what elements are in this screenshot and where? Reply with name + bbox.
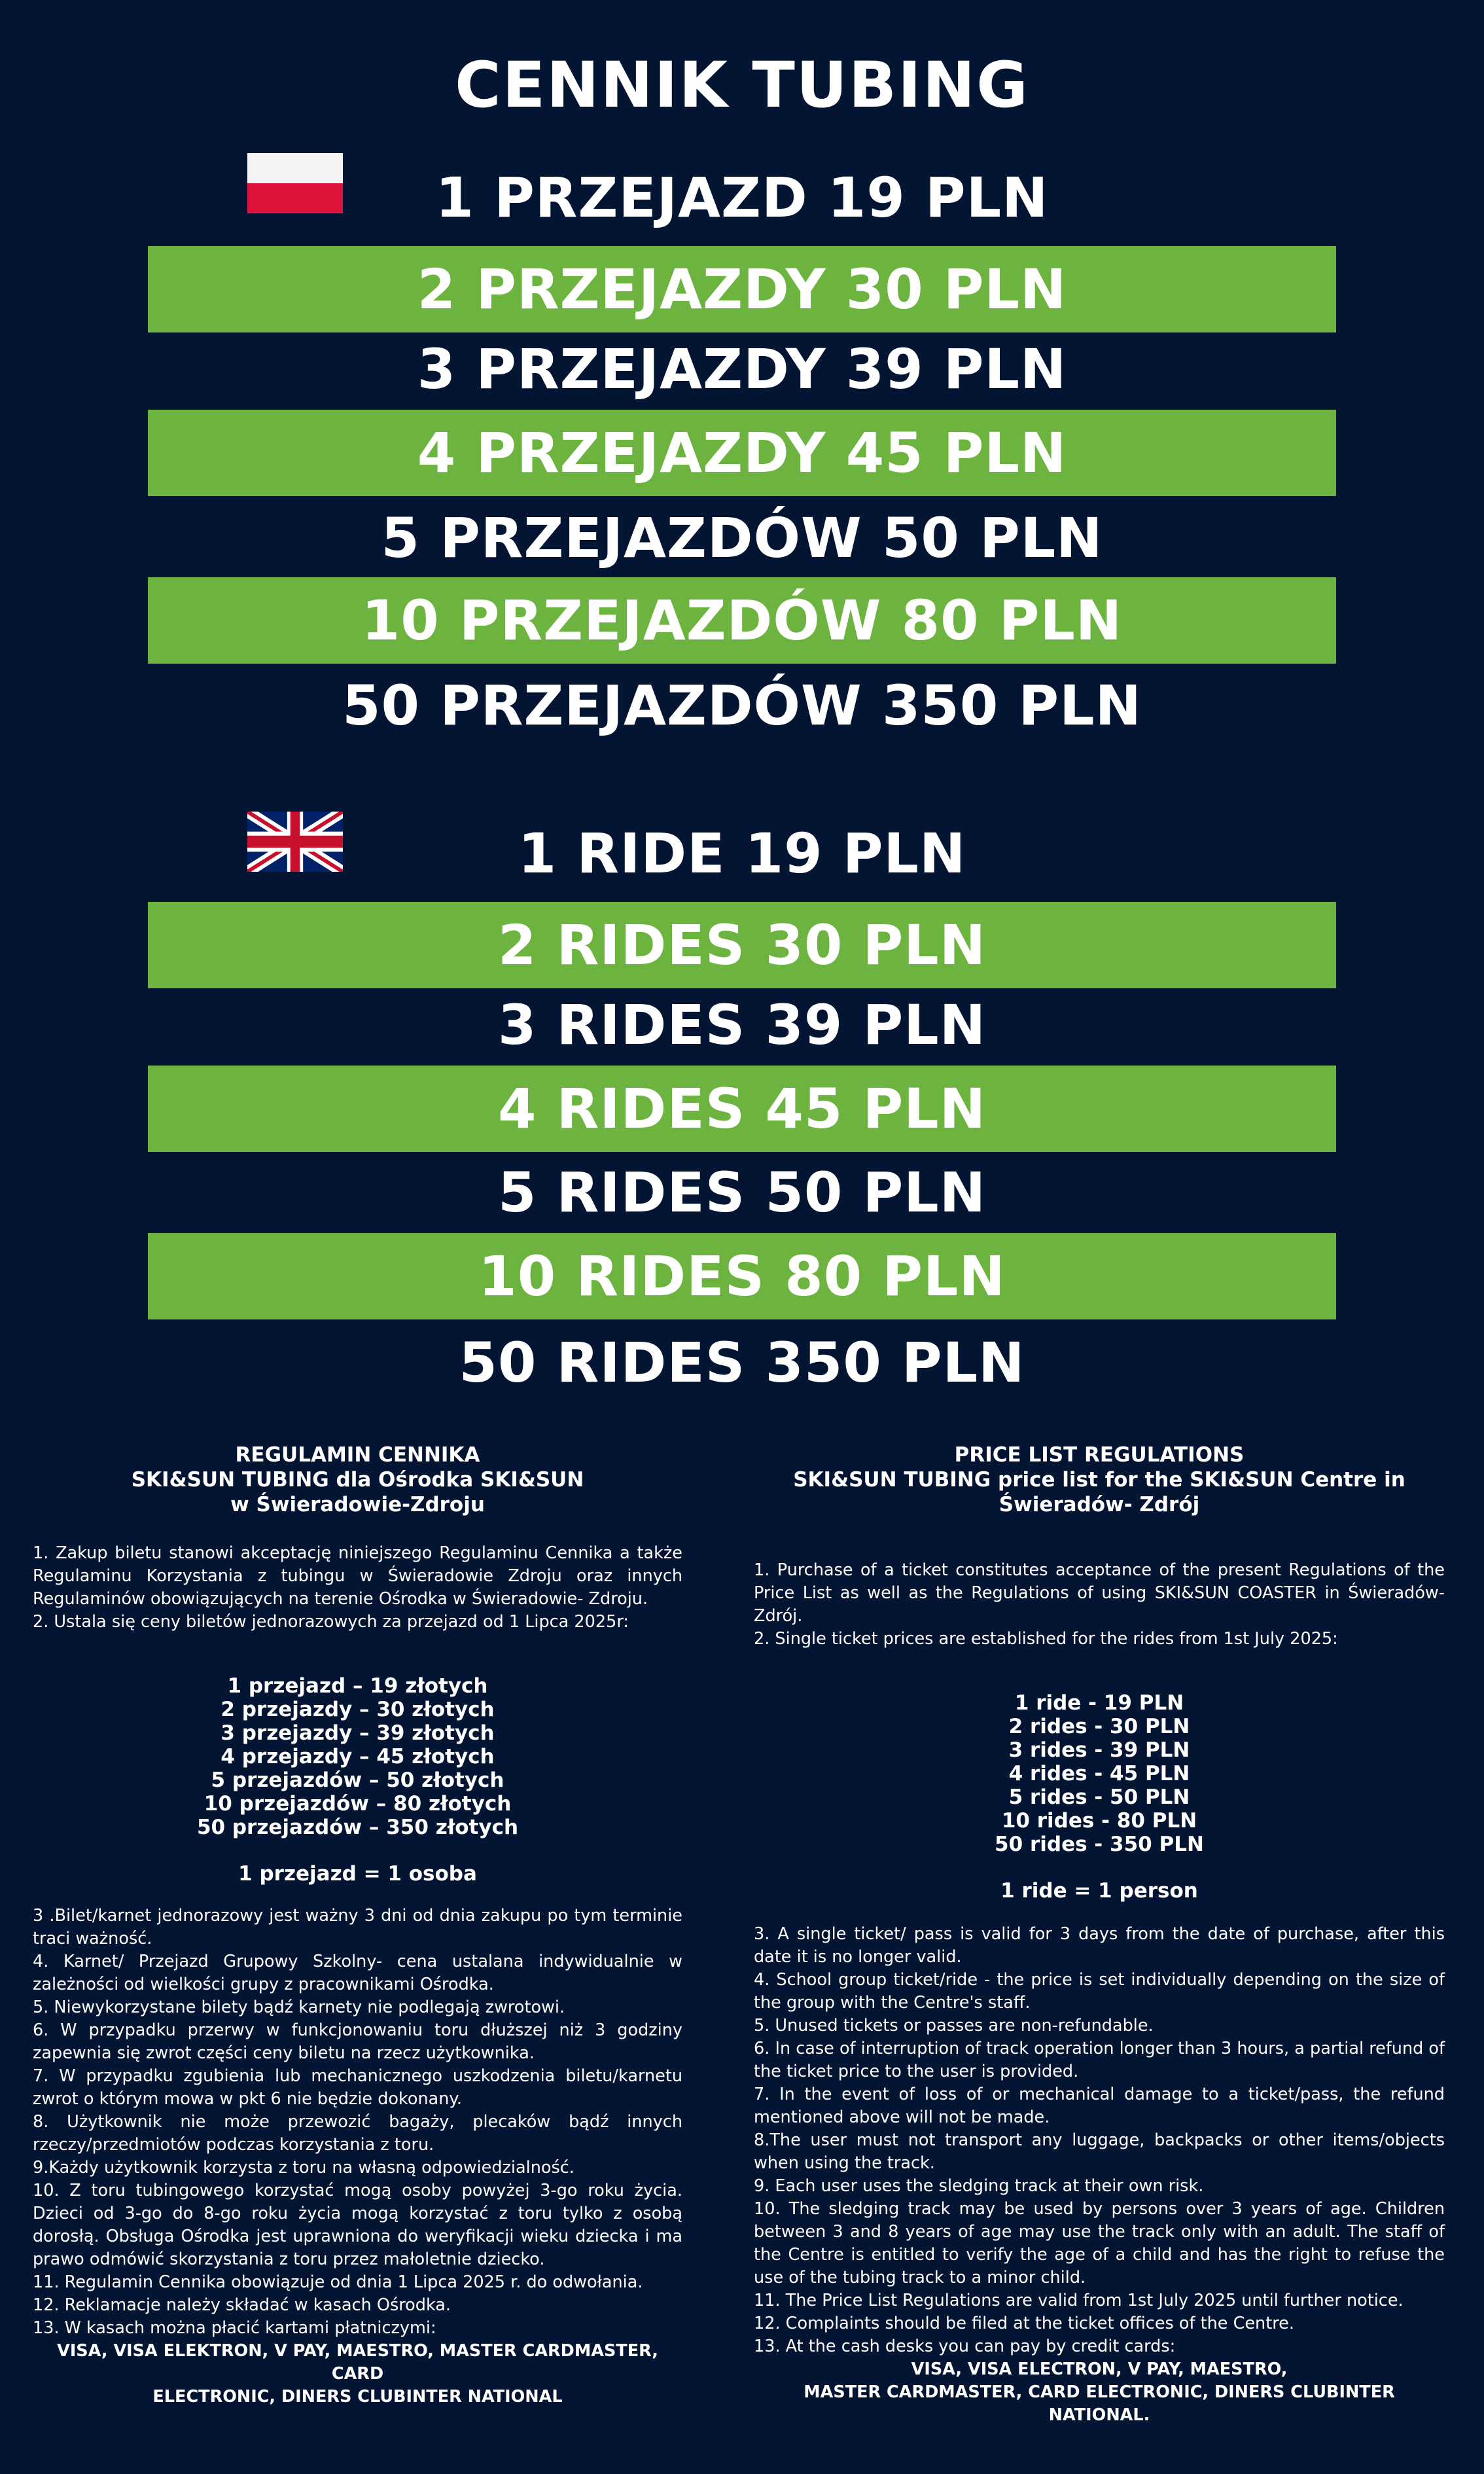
list-item: 4 rides - 45 PLN — [1008, 1762, 1190, 1785]
price-row-pl: 5 PRZEJAZDÓW 50 PLN — [381, 506, 1103, 570]
regulations-en-cards: VISA, VISA ELECTRON, V PAY, MAESTRO, MASTER CARDMASTER, CARD ELECTRONIC, DINERS CLUBINTER NATIONAL. — [804, 2359, 1395, 2425]
regulations-en-paragraph: 6. In case of interruption of track operation longer than 3 hours, a partial refund of the ticket price to the user is provided. — [754, 2039, 1445, 2081]
regulations-en-paragraph: 10. The sledging track may be used by persons over 3 years of age. Children between 3 and 8 years of age may use the track only with an adult. The staff of the Centre is entitled to verify the age of a child and has the right to refuse the use of the tubing track to a minor child. — [754, 2199, 1445, 2287]
regulations-pl-paragraph: 7. W przypadku zgubienia lub mechanicznego uszkodzenia biletu/karnetu zwrot o którym mowa w pkt 6 nie będzie dokonany. — [33, 2066, 682, 2109]
regulations-pl-heading: REGULAMIN CENNIKA SKI&SUN TUBING dla Ośrodka SKI&SUN w Świeradowie-Zdroju — [131, 1443, 584, 1516]
list-item: 1 przejazd – 19 złotych — [227, 1674, 488, 1698]
list-item: 4 przejazdy – 45 złotych — [221, 1745, 495, 1768]
regulations-en-paragraph: 1. Purchase of a ticket constitutes acceptance of the present Regulations of the Price List as well as the Regulations of using SKI&SUN COASTER in Świeradów- Zdrój. — [754, 1560, 1445, 1626]
list-item: 5 przejazdów – 50 złotych — [211, 1768, 504, 1792]
regulations-pl-paragraph: 1. Zakup biletu stanowi akceptację niniejszego Regulaminu Cennika a także Regulaminu Korzystania z tubingu w Świeradowie Zdroju oraz innych Regulaminów obowiązujących na terenie Ośrodka w Świeradowie- Zdroju. — [33, 1543, 682, 1609]
regulations-pl-paragraph: 2. Ustala się ceny biletów jednorazowych za przejazd od 1 Lipca 2025r: — [33, 1612, 629, 1632]
price-row-en: 4 RIDES 45 PLN — [148, 1066, 1336, 1152]
price-row-en: 3 RIDES 39 PLN — [497, 993, 986, 1057]
regulations-pl-paragraph: 12. Reklamacje należy składać w kasach Ośrodka. — [33, 2295, 451, 2315]
list-item: 50 przejazdów – 350 złotych — [196, 1816, 519, 1839]
price-row-pl: 2 PRZEJAZDY 30 PLN — [148, 246, 1336, 332]
regulations-pl-paragraph: 8. Użytkownik nie może przewozić bagaży, plecaków bądź innych rzeczy/przedmiotów podczas korzystania z toru. — [33, 2112, 682, 2155]
regulations-pl-equation: 1 przejazd = 1 osoba — [238, 1862, 477, 1886]
list-item: 1 ride - 19 PLN — [1014, 1691, 1184, 1715]
regulations-pl-cards: VISA, VISA ELEKTRON, V PAY, MAESTRO, MASTER CARDMASTER, CARD ELECTRONIC, DINERS CLUBINTER NATIONAL — [57, 2341, 658, 2407]
regulations-en-paragraph: 11. The Price List Regulations are valid from 1st July 2025 until further notice. — [754, 2291, 1404, 2310]
regulations-en-paragraph: 4. School group ticket/ride - the price is set individually depending on the size of the group with the Centre's staff. — [754, 1970, 1445, 2013]
regulations-en-price-list — [754, 1691, 1445, 1856]
regulations-en-heading: PRICE LIST REGULATIONS SKI&SUN TUBING price list for the SKI&SUN Centre in Świeradów- Zdrój — [793, 1443, 1405, 1516]
list-item: 5 rides - 50 PLN — [1008, 1785, 1190, 1809]
regulations-pl-paragraph: 9.Każdy użytkownik korzysta z toru na własną odpowiedzialność. — [33, 2158, 574, 2178]
price-row-pl: 1 PRZEJAZD 19 PLN — [435, 166, 1049, 230]
regulations-en-paragraph: 12. Complaints should be filed at the ticket offices of the Centre. — [754, 2314, 1294, 2333]
regulations-pl-paragraph: 11. Regulamin Cennika obowiązuje od dnia 1 Lipca 2025 r. do odwołania. — [33, 2272, 643, 2292]
price-row-en: 10 RIDES 80 PLN — [148, 1233, 1336, 1319]
price-row-pl: 3 PRZEJAZDY 39 PLN — [417, 337, 1067, 401]
regulations-pl-paragraph: 10. Z toru tubingowego korzystać mogą osoby powyżej 3-go roku życia. Dzieci od 3-go do 8-go roku życia mogą korzystać z toru tylko z osobą dorosłą. Obsługa Ośrodka jest uprawniona do weryfikacji wieku dziecka i ma prawo odmówić skorzystania z toru przez małoletnie dziecko. — [33, 2181, 682, 2269]
price-row-pl: 10 PRZEJAZDÓW 80 PLN — [148, 577, 1336, 664]
regulations-en-paragraph: 8.The user must not transport any luggage, backpacks or other items/objects when using the track. — [754, 2130, 1445, 2173]
list-item: 10 rides - 80 PLN — [1001, 1809, 1197, 1833]
regulations-en-paragraph: 13. At the cash desks you can pay by credit cards: — [754, 2337, 1176, 2356]
price-row-pl: 4 PRZEJAZDY 45 PLN — [148, 410, 1336, 496]
regulations-en-paragraph: 3. A single ticket/ pass is valid for 3 days from the date of purchase, after this date it is no longer valid. — [754, 1924, 1445, 1967]
regulations-pl-paragraph: 6. W przypadku przerwy w funkcjonowaniu toru dłuższej niż 3 godziny zapewnia się zwrot części ceny biletu na rzecz użytkownika. — [33, 2020, 682, 2063]
page-title: CENNIK TUBING — [455, 48, 1029, 122]
regulations-en — [754, 1443, 1445, 2427]
price-row-en: 2 RIDES 30 PLN — [148, 902, 1336, 988]
regulations-en-paragraph: 7. In the event of loss of or mechanical damage to a ticket/pass, the refund mentioned above will not be made. — [754, 2085, 1445, 2127]
list-item: 3 rides - 39 PLN — [1008, 1738, 1190, 1762]
regulations-en-paragraph: 2. Single ticket prices are established for the rides from 1st July 2025: — [754, 1629, 1338, 1649]
price-row-pl: 50 PRZEJAZDÓW 350 PLN — [342, 673, 1142, 738]
list-item: 2 rides - 30 PLN — [1008, 1715, 1190, 1738]
list-item: 3 przejazdy – 39 złotych — [221, 1721, 495, 1745]
price-row-en: 50 RIDES 350 PLN — [459, 1331, 1025, 1395]
regulations-pl — [33, 1443, 682, 2409]
regulations-en-paragraph: 5. Unused tickets or passes are non-refundable. — [754, 2016, 1154, 2035]
regulations-pl-paragraph: 5. Niewykorzystane bilety bądź karnety nie podlegają zwrotowi. — [33, 1998, 565, 2017]
regulations-pl-paragraph: 13. W kasach można płacić kartami płatniczymi: — [33, 2318, 436, 2338]
price-row-en: 1 RIDE 19 PLN — [518, 821, 966, 886]
regulations-en-paragraph: 9. Each user uses the sledging track at their own risk. — [754, 2176, 1204, 2196]
list-item: 50 rides - 350 PLN — [995, 1833, 1204, 1856]
regulations-pl-paragraph: 3 .Bilet/karnet jednorazowy jest ważny 3 dni od dnia zakupu po tym terminie traci ważność. — [33, 1906, 682, 1948]
list-item: 10 przejazdów – 80 złotych — [203, 1792, 512, 1816]
regulations-pl-price-list — [33, 1674, 682, 1839]
list-item: 2 przejazdy – 30 złotych — [221, 1698, 495, 1721]
regulations-pl-paragraph: 4. Karnet/ Przejazd Grupowy Szkolny- cena ustalana indywidualnie w zależności od wielkości grupy z pracownikami Ośrodka. — [33, 1952, 682, 1994]
price-row-en: 5 RIDES 50 PLN — [497, 1160, 986, 1225]
regulations-en-equation: 1 ride = 1 person — [1000, 1879, 1198, 1903]
